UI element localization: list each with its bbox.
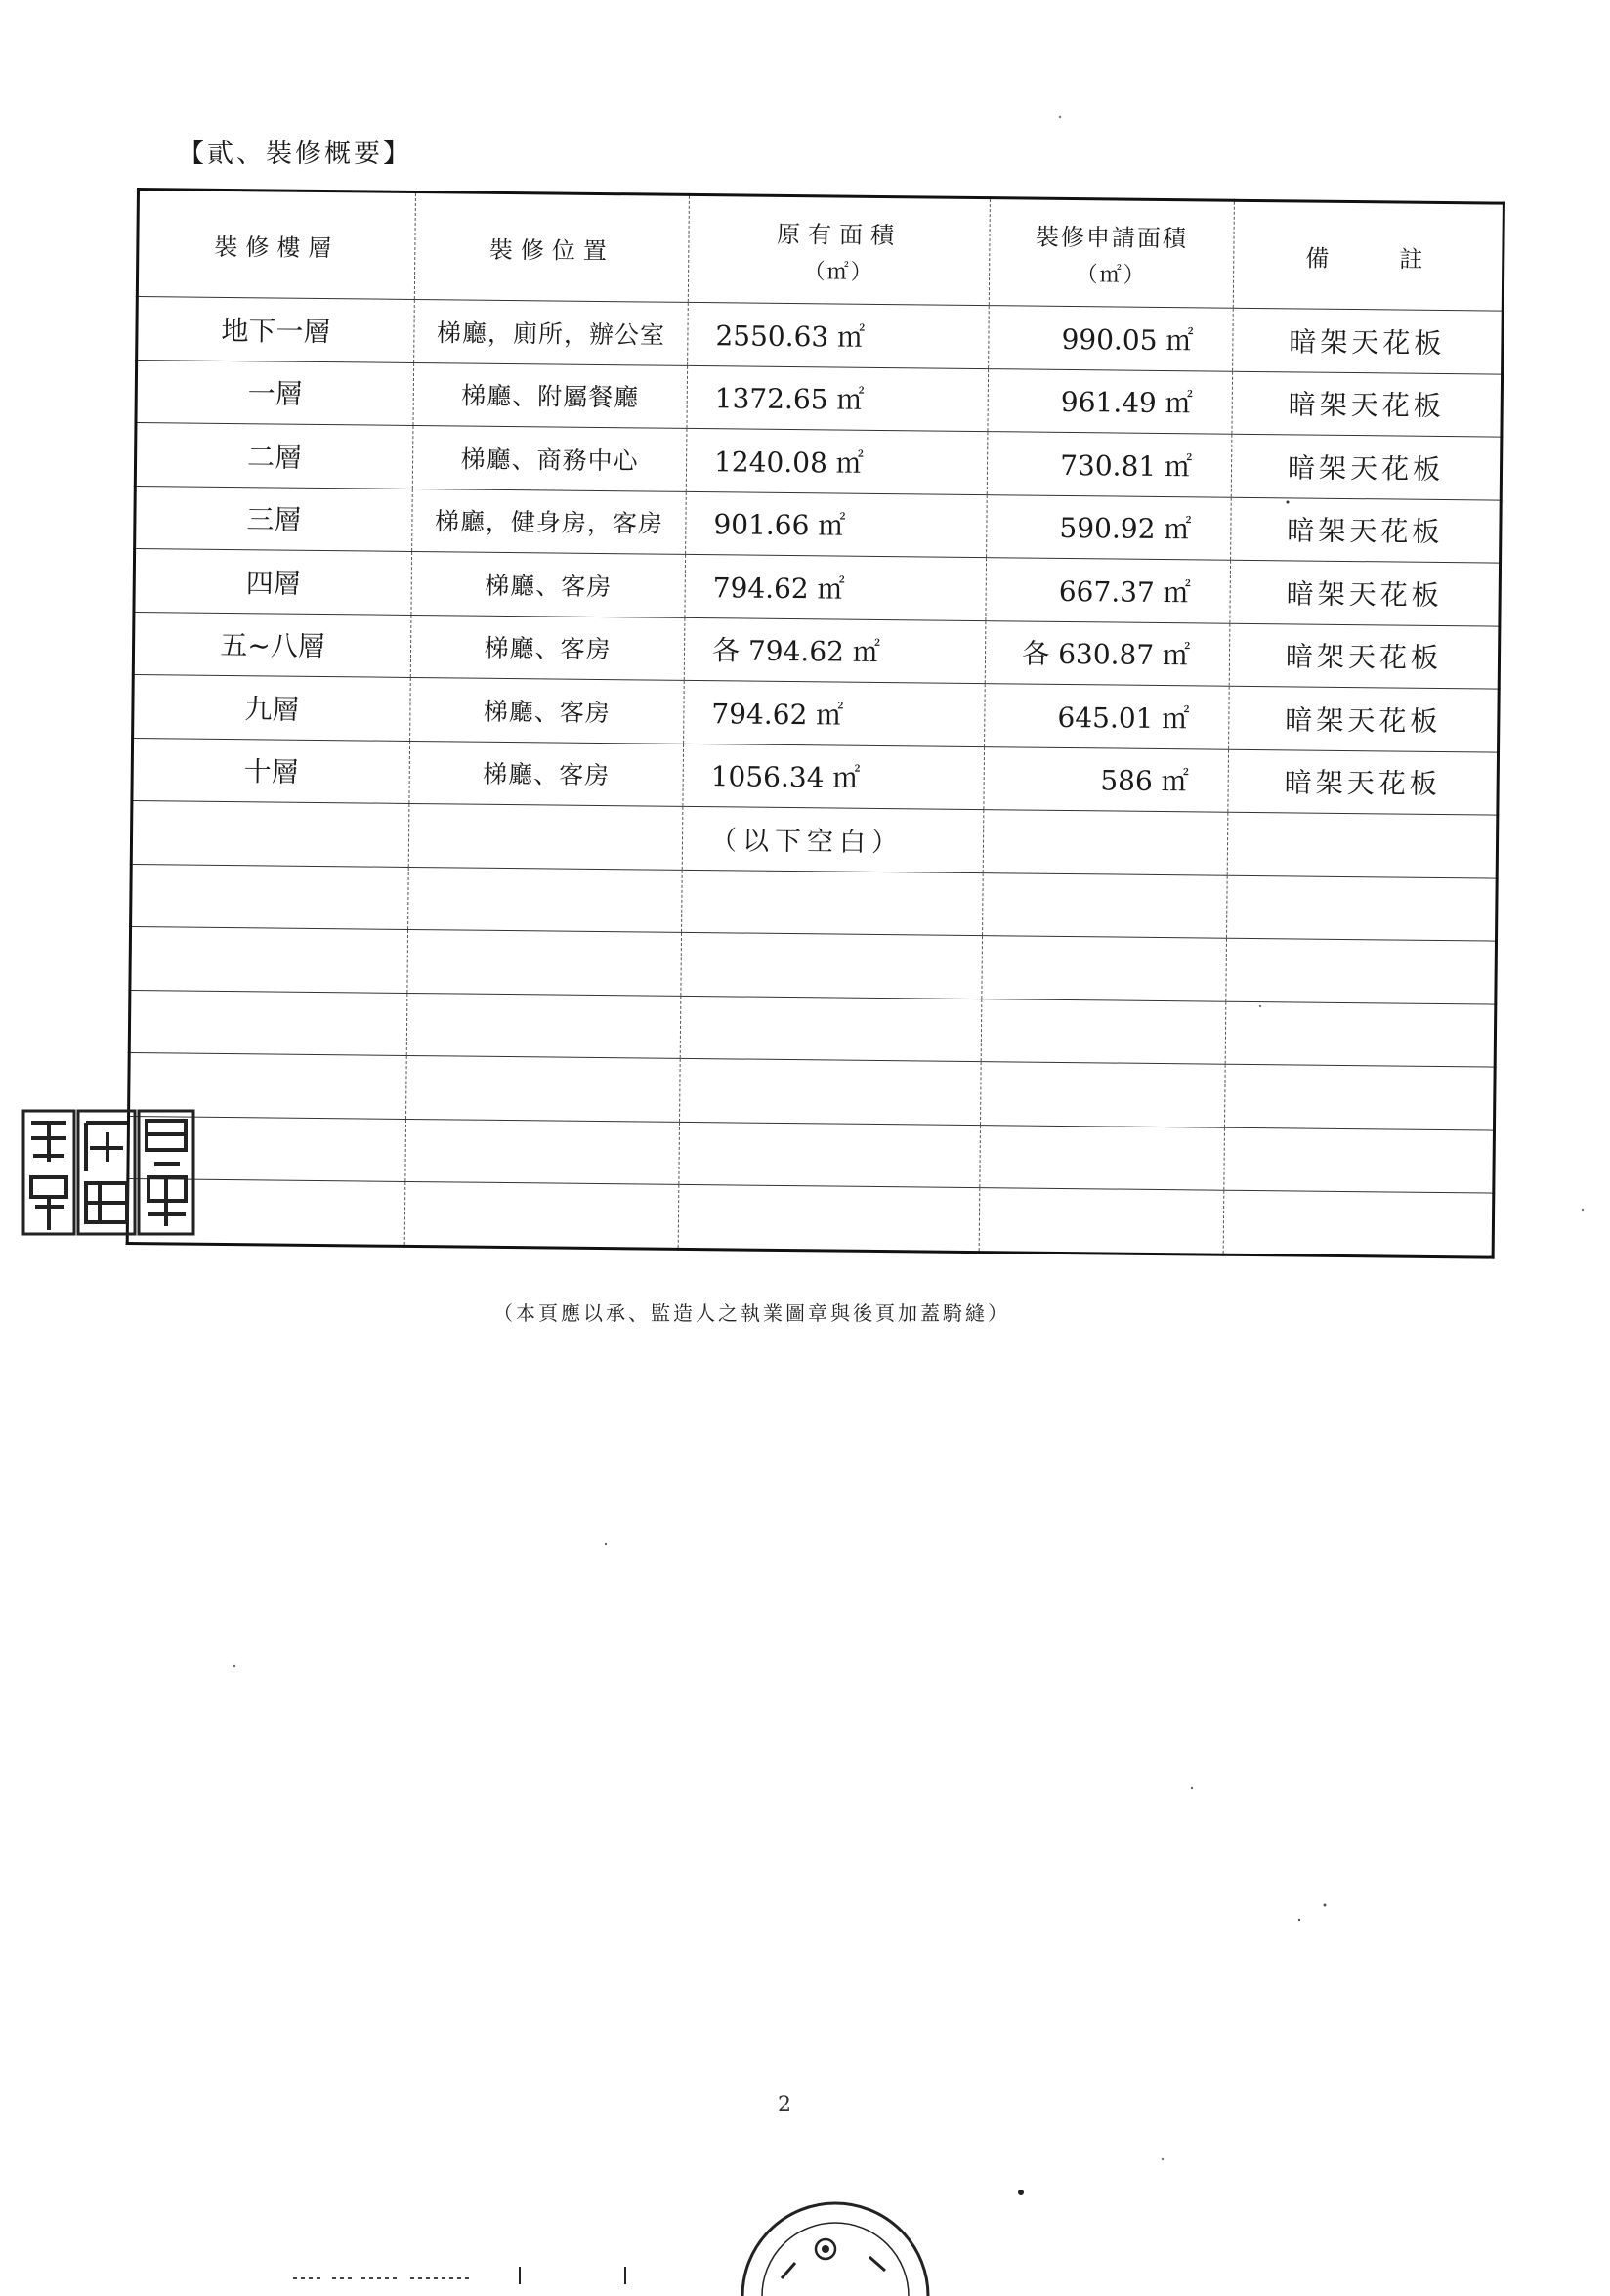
empty-cell xyxy=(131,800,409,866)
cell-requested-area: 645.01 ㎡ xyxy=(985,684,1230,749)
cell-remark: 暗架天花板 xyxy=(1229,623,1500,689)
header-original-area: 原有面積 （㎡） xyxy=(688,194,990,305)
header-location: 裝修位置 xyxy=(414,191,689,302)
cell-location: 梯廳，健身房，客房 xyxy=(412,489,687,554)
cell-location: 梯廳、商務中心 xyxy=(412,425,687,490)
cell-original-area: 794.62 ㎡ xyxy=(685,554,987,620)
cell-remark: 暗架天花板 xyxy=(1232,371,1503,437)
section-heading: 【貳、裝修概要】 xyxy=(178,139,412,169)
cell-floor: 四層 xyxy=(134,548,412,614)
table-header-row xyxy=(137,190,1504,312)
cell-requested-area: 586 ㎡ xyxy=(984,746,1229,812)
bottom-scan-marks xyxy=(293,2267,645,2284)
cell-original-area: 1056.34 ㎡ xyxy=(683,744,985,810)
cell-location: 梯廳、客房 xyxy=(410,677,685,743)
cell-original-area: 1372.65 ㎡ xyxy=(687,365,989,432)
page-number: 2 xyxy=(778,2093,791,2117)
cell-location: 梯廳、客房 xyxy=(409,741,684,806)
cell-floor: 一層 xyxy=(136,360,414,425)
cell-requested-area: 990.05 ㎡ xyxy=(989,306,1234,371)
cell-location: 梯廳，廁所，辦公室 xyxy=(414,299,689,364)
cell-location: 梯廳、客房 xyxy=(410,615,685,680)
header-remarks: 備 註 xyxy=(1233,200,1504,311)
renovation-summary-table xyxy=(126,188,1503,1258)
cell-floor: 九層 xyxy=(133,674,411,740)
cell-remark: 暗架天花板 xyxy=(1228,749,1499,815)
cell-requested-area: 590.92 ㎡ xyxy=(987,494,1232,560)
footnote: （本頁應以承、監造人之執業圖章與後頁加蓋騎縫） xyxy=(493,1301,1010,1325)
empty-cell xyxy=(408,803,683,869)
cell-floor: 五~八層 xyxy=(133,612,411,677)
cell-requested-area: 961.49 ㎡ xyxy=(988,368,1233,434)
header-requested-area: 裝修申請面積 （㎡） xyxy=(989,198,1234,309)
seal-stamp-icon xyxy=(21,1109,195,1236)
empty-cell xyxy=(983,810,1228,875)
cell-requested-area: 667.37 ㎡ xyxy=(986,558,1231,623)
empty-cell xyxy=(1227,812,1498,877)
cell-remark: 暗架天花板 xyxy=(1233,308,1504,373)
cell-floor: 二層 xyxy=(135,423,413,489)
cell-remark: 暗架天花板 xyxy=(1229,686,1500,751)
cell-remark: 暗架天花板 xyxy=(1230,560,1501,625)
cell-remark: 暗架天花板 xyxy=(1231,434,1502,499)
cell-original-area: 2550.63 ㎡ xyxy=(688,302,990,368)
cell-location: 梯廳、附屬餐廳 xyxy=(413,362,688,428)
cell-floor: 三層 xyxy=(135,486,413,551)
cell-original-area: 1240.08 ㎡ xyxy=(686,428,988,494)
cell-original-area: 901.66 ㎡ xyxy=(686,491,988,558)
cell-original-area: 794.62 ㎡ xyxy=(684,680,986,746)
cell-floor: 地下一層 xyxy=(137,297,415,362)
round-seal-icon xyxy=(733,2189,938,2296)
empty-row xyxy=(127,1178,1494,1256)
cell-requested-area: 各 630.87 ㎡ xyxy=(985,620,1230,686)
blank-below-note: （以下空白） xyxy=(682,806,984,872)
header-floor: 裝修樓層 xyxy=(137,190,415,300)
cell-location: 梯廳、客房 xyxy=(411,551,686,617)
cell-remark: 暗架天花板 xyxy=(1231,497,1502,563)
cell-original-area: 各 794.62 ㎡ xyxy=(684,617,986,684)
cell-floor: 十層 xyxy=(132,738,410,803)
cell-requested-area: 730.81 ㎡ xyxy=(987,432,1232,497)
